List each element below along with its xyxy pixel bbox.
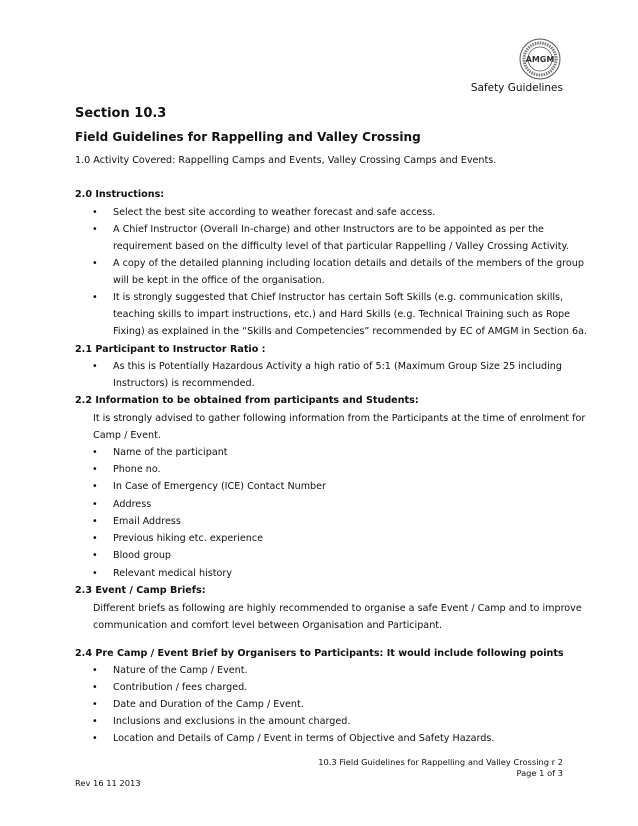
instruction-bullet: • It is strongly suggested that Chief Instructor has certain Soft Skills (e.g. communication skills, <box>113 292 563 303</box>
instruction-bullet: • A Chief Instructor (Overall In-charge) and other Instructors are to be appointed as per the <box>113 224 544 235</box>
instruction-line: requirement based on the difficulty level of that particular Rappelling / Valley Crossing Activity. <box>113 241 569 252</box>
precamp-heading: 2.4 Pre Camp / Event Brief by Organisers to Participants: It would include following points <box>75 648 564 659</box>
instruction-line: will be kept in the office of the organisation. <box>113 275 325 286</box>
briefs-heading: 2.3 Event / Camp Briefs: <box>75 585 206 596</box>
info-bullet: • Name of the participant <box>113 447 228 458</box>
footer-page-number: Page 1 of 3 <box>516 768 563 778</box>
info-paragraph: Camp / Event. <box>93 430 161 441</box>
section-title: Field Guidelines for Rappelling and Valley Crossing <box>75 130 421 144</box>
footer-doc-title: 10.3 Field Guidelines for Rappelling and Valley Crossing r 2 <box>318 757 563 767</box>
precamp-bullet: • Date and Duration of the Camp / Event. <box>113 699 304 710</box>
running-title: Safety Guidelines <box>470 82 563 94</box>
precamp-bullet: • Inclusions and exclusions in the amount charged. <box>113 716 350 727</box>
amgm-logo <box>519 38 561 80</box>
info-bullet: • Blood group <box>113 550 171 561</box>
ratio-line: Instructors) is recommended. <box>113 378 255 389</box>
precamp-bullet: • Nature of the Camp / Event. <box>113 665 248 676</box>
info-heading: 2.2 Information to be obtained from participants and Students: <box>75 395 419 406</box>
ratio-heading: 2.1 Participant to Instructor Ratio : <box>75 344 266 355</box>
briefs-paragraph: Different briefs as following are highly recommended to organise a safe Event / Camp and to improve <box>93 603 582 614</box>
precamp-bullet: • Contribution / fees charged. <box>113 682 247 693</box>
info-bullet: • Phone no. <box>113 464 161 475</box>
instruction-line: teaching skills to impart instructions, etc.) and Hard Skills (e.g. Technical Training such as Rope <box>113 309 571 320</box>
footer-revision: Rev 16 11 2013 <box>75 778 141 788</box>
svg-text:AMGM: AMGM <box>525 55 555 64</box>
instruction-bullet: • A copy of the detailed planning including location details and details of the members of the group <box>113 258 584 269</box>
info-bullet: • Address <box>113 499 151 510</box>
info-bullet: • Relevant medical history <box>113 568 232 579</box>
briefs-paragraph: communication and comfort level between Organisation and Participant. <box>93 620 443 631</box>
instruction-line: Fixing) as explained in the “Skills and Competencies” recommended by EC of AMGM in Section 6a. <box>113 326 588 337</box>
instruction-bullet: • Select the best site according to weather forecast and safe access. <box>113 207 435 218</box>
info-bullet: • Previous hiking etc. experience <box>113 533 263 544</box>
info-bullet: • In Case of Emergency (ICE) Contact Number <box>113 481 326 492</box>
ratio-bullet: • As this is Potentially Hazardous Activity a high ratio of 5:1 (Maximum Group Size 25 including <box>113 361 562 372</box>
section-number: Section 10.3 <box>75 106 167 121</box>
info-bullet: • Email Address <box>113 516 181 527</box>
info-paragraph: It is strongly advised to gather following information from the Participants at the time of enrolment for <box>93 413 586 424</box>
instructions-heading: 2.0 Instructions: <box>75 189 165 200</box>
precamp-bullet: • Location and Details of Camp / Event in terms of Objective and Safety Hazards. <box>113 733 494 744</box>
activity-covered: 1.0 Activity Covered: Rappelling Camps and Events, Valley Crossing Camps and Events. <box>75 155 497 166</box>
